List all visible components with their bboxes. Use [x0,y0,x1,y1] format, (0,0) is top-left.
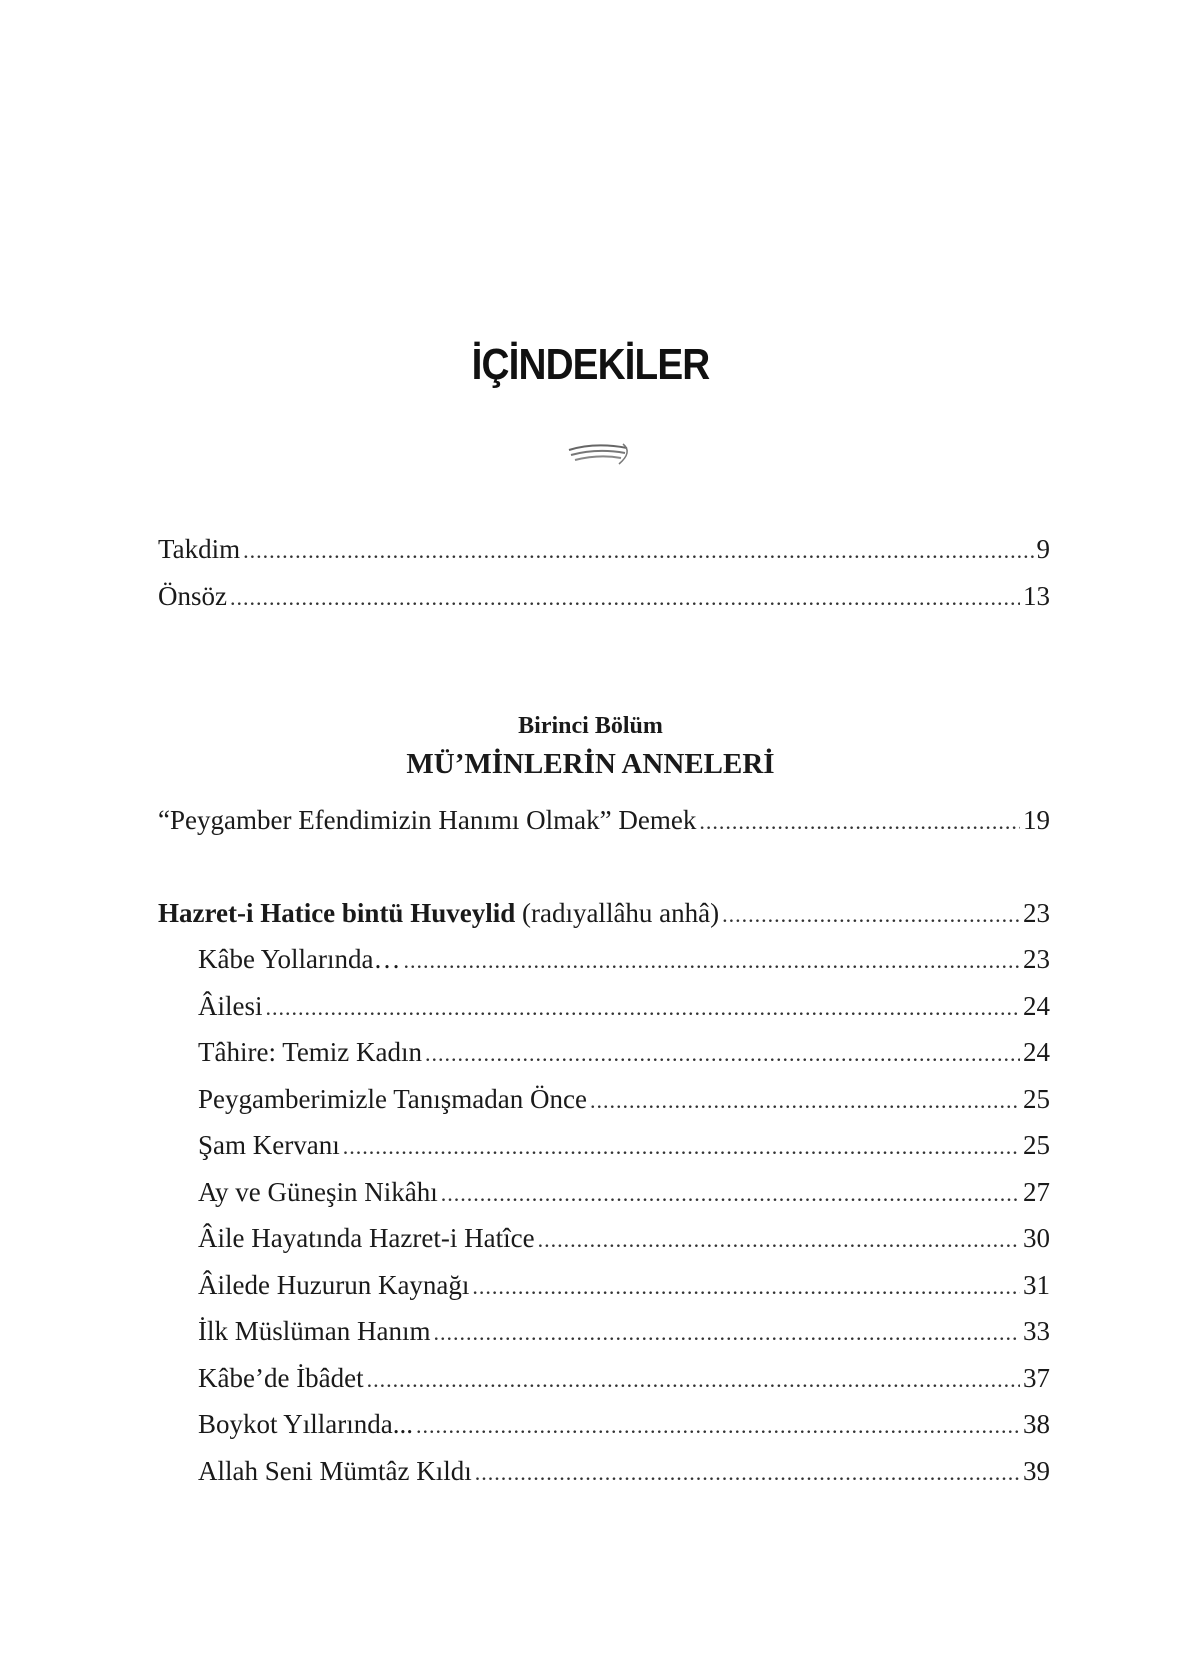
toc-entry-label: Tâhire: Temiz Kadın [198,1037,423,1067]
toc-chapter-hatice[interactable] [158,889,1050,938]
toc-page-number: 27 [1023,1177,1050,1207]
leader-dots [699,797,1020,846]
toc-page-number: 25 [1023,1084,1050,1114]
leader-dots [538,1215,1020,1264]
toc-entry[interactable] [158,1168,1050,1217]
toc-entry[interactable] [158,1447,1050,1496]
toc-page-number: 13 [1023,581,1050,611]
toc-entry-label: Allah Seni Mümtâz Kıldı [198,1456,472,1486]
toc-page-number: 24 [1023,991,1050,1021]
toc-entry[interactable] [158,1214,1050,1263]
toc-entry[interactable] [158,1075,1050,1124]
leader-dots [416,1401,1020,1450]
leader-dots [403,936,1020,985]
chapter-title [158,889,719,938]
toc-entry-label: Önsöz [158,581,227,611]
toc-entry[interactable] [158,1400,1050,1449]
leader-dots [590,1076,1020,1125]
toc-entry-label: Âilede Huzurun Kaynağı [198,1270,470,1300]
toc-entry-label: Âile Hayatında Hazret-i Hatîce [198,1223,535,1253]
toc-entry-label: İlk Müslüman Hanım [198,1316,431,1346]
toc-page-number: 31 [1023,1270,1050,1300]
toc-entry[interactable] [158,982,1050,1031]
chapter-title-honorific: (radıyallâhu anhâ) [515,898,720,928]
leader-dots [343,1122,1020,1171]
toc-entry[interactable] [158,1354,1050,1403]
toc-entry-label: Ay ve Güneşin Nikâhı [198,1177,438,1207]
leader-dots [243,526,1033,575]
toc-entry-intro[interactable] [158,796,1050,845]
section-title: MÜ’MİNLERİN ANNELERİ [406,748,775,780]
toc-page-number: 30 [1023,1223,1050,1253]
toc-page-number: 37 [1023,1363,1050,1393]
toc-entry[interactable] [158,1261,1050,1310]
toc-entry[interactable] [158,935,1050,984]
leader-dots [266,983,1021,1032]
chapter-title-bold: Hazret-i Hatice bintü Huveylid [158,898,516,928]
leader-dots [367,1355,1020,1404]
toc-page-number: 23 [1023,944,1050,974]
leader-dots [472,1262,1020,1311]
toc-entry-label: Peygamberimizle Tanışmadan Önce [198,1084,587,1114]
toc-entry-label: Boykot Yıllarında... [198,1409,413,1439]
toc-page-number: 9 [1036,534,1050,564]
toc-page-number: 19 [1023,805,1050,835]
toc-entry-label: “Peygamber Efendimizin Hanımı Olmak” Demek [158,805,697,835]
leader-dots [441,1169,1020,1218]
toc-page-number: 39 [1023,1456,1050,1486]
toc-entry-label: Kâbe’de İbâdet [198,1363,364,1393]
toc-page-number: 38 [1023,1409,1050,1439]
toc-page-number: 33 [1023,1316,1050,1346]
toc-entry-onsoz[interactable] [158,572,1050,621]
calligraphic-ornament-icon [565,440,635,468]
leader-dots [433,1308,1020,1357]
toc-page-number: 23 [1023,898,1050,928]
toc-page-number: 24 [1023,1037,1050,1067]
toc-entry-label: Şam Kervanı [198,1130,340,1160]
toc-page-number: 25 [1023,1130,1050,1160]
leader-dots [230,573,1020,622]
toc-entry[interactable] [158,1121,1050,1170]
section-subtitle: Birinci Bölüm [518,713,663,739]
toc-entry-label: Takdim [158,534,241,564]
toc-entry-label: Kâbe Yollarında… [198,944,401,974]
leader-dots [722,890,1020,939]
toc-entry-takdim[interactable] [158,525,1050,574]
toc-entry[interactable] [158,1028,1050,1077]
leader-dots [475,1448,1020,1497]
toc-entry[interactable] [158,1307,1050,1356]
leader-dots [425,1029,1020,1078]
toc-entry-label: Âilesi [198,991,263,1021]
page-title: İÇİNDEKİLER [471,340,710,389]
